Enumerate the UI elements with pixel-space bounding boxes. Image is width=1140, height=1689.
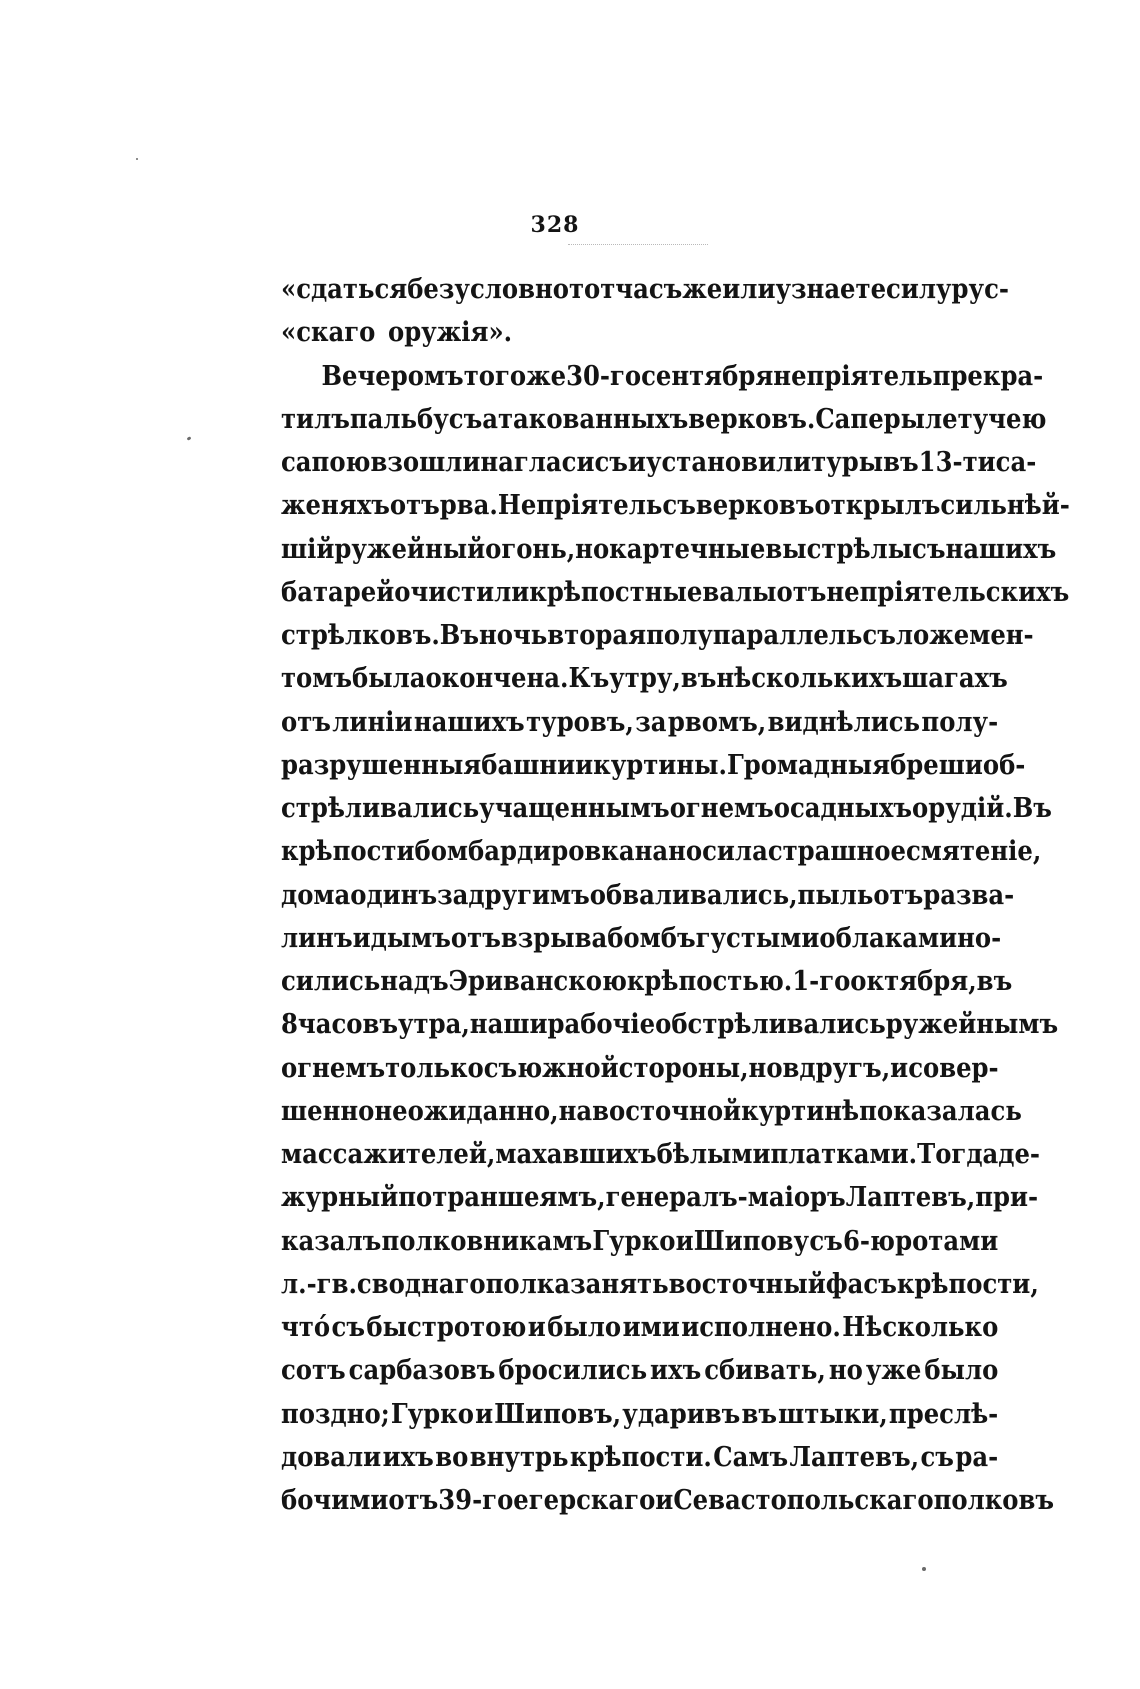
word: де- (998, 1139, 1041, 1170)
word: въ (976, 966, 1013, 997)
text-line (281, 1176, 1039, 1219)
word: съ (862, 620, 896, 651)
word: окончена. (425, 663, 569, 695)
word: линіи (332, 706, 413, 738)
word: дома (281, 879, 351, 911)
word: «скаго (281, 317, 376, 349)
text-line (281, 571, 1070, 614)
word: крѣпостью. (626, 966, 793, 997)
word: 39-го (438, 1485, 514, 1516)
word: тилъ (281, 403, 350, 435)
word: или (722, 274, 776, 305)
text-line (281, 1393, 998, 1436)
word: ночь (479, 620, 548, 651)
word: полу- (921, 706, 999, 738)
word: во (435, 1441, 469, 1473)
word: рус- (951, 274, 1009, 305)
word: сбивать, (704, 1355, 826, 1387)
word: и (575, 749, 594, 781)
word: об- (982, 749, 1026, 781)
text-line (281, 1133, 1041, 1176)
word: поздно; (281, 1398, 390, 1430)
word: рвомъ, (667, 706, 767, 738)
word: валы (702, 576, 777, 608)
word: Севастопольскаго (673, 1485, 934, 1516)
text-line (281, 484, 1070, 527)
word: атакованныхъ (482, 403, 689, 435)
word: крѣпостные (529, 576, 703, 608)
word: восточный (668, 1268, 826, 1300)
word: но (748, 1052, 783, 1084)
text-line (281, 614, 1034, 657)
word: установили (645, 447, 812, 478)
word: ружейнымъ (885, 1009, 1059, 1041)
word: линъ (281, 922, 353, 954)
word: огонь, (485, 533, 576, 565)
word: прекра- (932, 360, 1044, 392)
word: жителей, (363, 1139, 496, 1170)
word: Тогда (917, 1139, 999, 1170)
word: занять (570, 1268, 669, 1300)
word: исполнено. (681, 1312, 841, 1343)
word: женяхъ (281, 490, 390, 522)
word: восточной (592, 1095, 742, 1127)
word: и (527, 1312, 546, 1343)
word: нѣсколькихъ (716, 663, 903, 695)
word: Гурко (592, 1225, 676, 1257)
text-line (281, 311, 998, 354)
word: полковъ (933, 1485, 1055, 1516)
text-line (281, 355, 1044, 398)
word: ударивъ (622, 1398, 741, 1430)
word: совер- (908, 1052, 999, 1084)
word: преслѣ- (888, 1398, 999, 1430)
word: оружія». (387, 317, 513, 349)
word: Въ (439, 620, 479, 651)
text-line (281, 1479, 1055, 1522)
word: Вечеромъ (321, 360, 464, 392)
word: егерскаго (513, 1485, 656, 1516)
text-line (281, 398, 1047, 441)
text-line (281, 744, 1026, 787)
word: отъ (776, 576, 827, 608)
word: бросились (498, 1355, 648, 1387)
word: туровъ, (526, 706, 634, 738)
word: штыки, (778, 1398, 888, 1430)
word: сапою (281, 447, 371, 478)
word: л.-гв. (281, 1268, 357, 1300)
word: отъ (873, 879, 924, 911)
word: страшное (767, 836, 906, 868)
word: Эриванскою (448, 966, 627, 997)
word: Лаптевъ, (789, 1441, 920, 1473)
word: 1-го (792, 966, 851, 997)
word: полковникамъ (381, 1225, 593, 1257)
word: стрѣливались (281, 793, 480, 824)
word: южной (517, 1052, 619, 1084)
word: куртины. (593, 749, 727, 781)
text-line (281, 441, 1037, 484)
word: и (352, 922, 371, 954)
word: что́ (281, 1312, 331, 1343)
word: пальбу (349, 403, 449, 435)
word: отъ (450, 922, 501, 954)
word: обваливались, (589, 879, 798, 911)
word: Гурко (390, 1398, 474, 1430)
word: учащеннымъ (479, 793, 670, 824)
word: платками. (770, 1139, 918, 1170)
word: бомбардировка (414, 836, 635, 868)
word: отъ (281, 706, 331, 738)
text-line (281, 917, 1002, 960)
word: взошли (370, 447, 481, 478)
word: виднѣлись (767, 706, 921, 738)
word: было (924, 1355, 999, 1387)
word: тотчасъ (568, 274, 683, 305)
word: облаками (819, 922, 958, 954)
word: туры (811, 447, 884, 478)
word: нашихъ (413, 706, 525, 738)
word: Непріятель (497, 490, 663, 522)
word: показалась (859, 1095, 1022, 1127)
word: сильнѣй- (940, 490, 1070, 522)
word: бѣлыми (656, 1139, 771, 1170)
word: полка (485, 1268, 571, 1300)
word: сентября (641, 360, 774, 392)
word: Саперы (815, 403, 926, 435)
word: фасъ (825, 1268, 897, 1300)
word: съ (448, 403, 483, 435)
text-line (281, 657, 1008, 700)
word: сились (281, 966, 381, 997)
text-line (281, 1263, 1039, 1306)
word: картечные (609, 533, 766, 565)
word: шенно (281, 1095, 375, 1127)
word: взрыва (500, 922, 608, 954)
word: силу (886, 274, 952, 305)
word: нашихъ (945, 533, 1057, 565)
word: орудій. (912, 793, 1013, 824)
word: отъ (389, 490, 440, 522)
word: ими (622, 1312, 680, 1343)
word: выстрѣлы (765, 533, 913, 565)
word: октября, (850, 966, 977, 997)
word: при- (975, 1182, 1039, 1214)
word: Самъ (713, 1441, 789, 1473)
scan-speck (136, 158, 138, 160)
word: бреши (890, 749, 983, 781)
word: въ (680, 663, 717, 695)
word: было (547, 1312, 622, 1343)
word: густыми (695, 922, 820, 954)
word: Нѣсколько (842, 1312, 999, 1343)
word: пыль (797, 879, 874, 911)
word: томъ (281, 663, 353, 695)
word: Лаптевъ, (845, 1182, 976, 1214)
word: другимъ (468, 879, 590, 911)
word: открылъ (814, 490, 941, 522)
scan-speck (187, 436, 192, 441)
word: крѣпости (281, 836, 415, 868)
word: стрѣлковъ. (281, 620, 440, 651)
word: была (352, 663, 426, 695)
word: только (385, 1052, 484, 1084)
word: Шипову (693, 1225, 810, 1257)
text-line (281, 268, 1009, 311)
page-number: 328 (530, 212, 580, 238)
word: же (526, 360, 567, 392)
word: и (627, 447, 646, 478)
word: осадныхъ (773, 793, 913, 824)
word: на (558, 1095, 593, 1127)
word: безусловно (407, 274, 569, 305)
word: того (463, 360, 527, 392)
word: Къ (568, 663, 610, 695)
word: надъ (380, 966, 449, 997)
word: вдругъ, (782, 1052, 891, 1084)
word: своднаго (356, 1268, 486, 1300)
word: наносила (634, 836, 768, 868)
text-line (281, 701, 998, 744)
word: рва. (439, 490, 498, 522)
word: и (675, 1225, 694, 1257)
word: верковъ. (688, 403, 816, 435)
text-line (281, 1090, 1022, 1133)
word: часовъ (297, 1009, 398, 1041)
word: башни (481, 749, 576, 781)
header-rule (568, 244, 708, 245)
word: летучею (925, 403, 1047, 435)
word: бомбъ (607, 922, 696, 954)
word: крѣпости, (896, 1268, 1039, 1300)
word: бочими (281, 1485, 389, 1516)
word: махавшихъ (495, 1139, 657, 1170)
word: стороны, (618, 1052, 749, 1084)
word: но- (957, 922, 1002, 954)
word: но (575, 533, 610, 565)
text-line (281, 787, 1052, 830)
word: крѣпости. (569, 1441, 712, 1473)
scan-speck (922, 1567, 926, 1571)
word: ихъ (650, 1355, 702, 1387)
word: огнемъ (281, 1052, 386, 1084)
word: казалъ (281, 1225, 382, 1257)
word: быстротою (366, 1312, 527, 1343)
word: верковъ (695, 490, 815, 522)
word: узнаете (775, 274, 887, 305)
word: ложемен- (895, 620, 1034, 651)
word: уже (865, 1355, 922, 1387)
word: внутрь (469, 1441, 569, 1473)
word: «сдаться (281, 274, 408, 305)
text-line (281, 1003, 1059, 1046)
word: же (682, 274, 723, 305)
word: дымъ (370, 922, 451, 954)
word: смятеніе, (905, 836, 1042, 868)
word: неожиданно, (374, 1095, 559, 1127)
word: съ (920, 1441, 954, 1473)
word: и (475, 1398, 494, 1430)
word: 6-ю (842, 1225, 895, 1257)
word: куртинѣ (741, 1095, 860, 1127)
word: разрушенныя (281, 749, 482, 781)
text-line (281, 528, 1057, 571)
word: траншеямъ, (432, 1182, 606, 1214)
word: и (890, 1052, 909, 1084)
text-line (281, 1047, 998, 1090)
word: непріятельскихъ (826, 576, 1070, 608)
word: утру, (609, 663, 681, 695)
text-line (281, 830, 1042, 873)
word: по (398, 1182, 433, 1214)
word: сотъ (281, 1355, 346, 1387)
word: сарбазовъ (348, 1355, 496, 1387)
word: въ (883, 447, 919, 478)
word: съ (809, 1225, 843, 1257)
word: но (828, 1355, 863, 1387)
word: утра, (397, 1009, 470, 1041)
word: огнемъ (669, 793, 774, 824)
word: ротами (895, 1225, 999, 1257)
word: съ (912, 533, 946, 565)
word: Въ (1012, 793, 1052, 824)
word: вторая (547, 620, 647, 651)
word: довали (281, 1441, 382, 1473)
word: Громадныя (726, 749, 891, 781)
word: на (480, 447, 514, 478)
word: ра- (955, 1441, 999, 1473)
word: 8 (281, 1009, 298, 1041)
word: Шиповъ, (494, 1398, 622, 1430)
text-line (281, 1220, 998, 1263)
word: очистили (394, 576, 530, 608)
word: съ (662, 490, 696, 522)
body-text (281, 268, 1070, 1522)
word: одинъ (350, 879, 438, 911)
word: ихъ (382, 1441, 434, 1473)
word: ружейный (334, 533, 486, 565)
word: отъ (388, 1485, 439, 1516)
word: за (437, 879, 469, 911)
word: и (655, 1485, 674, 1516)
word: журный (281, 1182, 399, 1214)
word: наши (469, 1009, 548, 1041)
word: гласисъ (513, 447, 628, 478)
word: масса (281, 1139, 364, 1170)
word: полупараллель (646, 620, 863, 651)
word: батарей (281, 576, 395, 608)
word: шій (281, 533, 335, 565)
word: въ (741, 1398, 778, 1430)
text-line (281, 1436, 998, 1479)
text-line (281, 874, 1015, 917)
text-line (281, 1349, 998, 1392)
word: за (635, 706, 667, 738)
word: съ (483, 1052, 518, 1084)
text-line (281, 1306, 998, 1349)
word: рабочіе (547, 1009, 656, 1041)
word: 30-го (566, 360, 642, 392)
word: обстрѣливались (655, 1009, 886, 1041)
word: генералъ-маіоръ (605, 1182, 846, 1214)
word: съ (331, 1312, 365, 1343)
word: шагахъ (902, 663, 1008, 695)
word: непріятель (773, 360, 933, 392)
word: са- (995, 447, 1037, 478)
word: развa- (923, 879, 1015, 911)
text-line (281, 960, 1013, 1003)
word: 13-ти (918, 447, 996, 478)
